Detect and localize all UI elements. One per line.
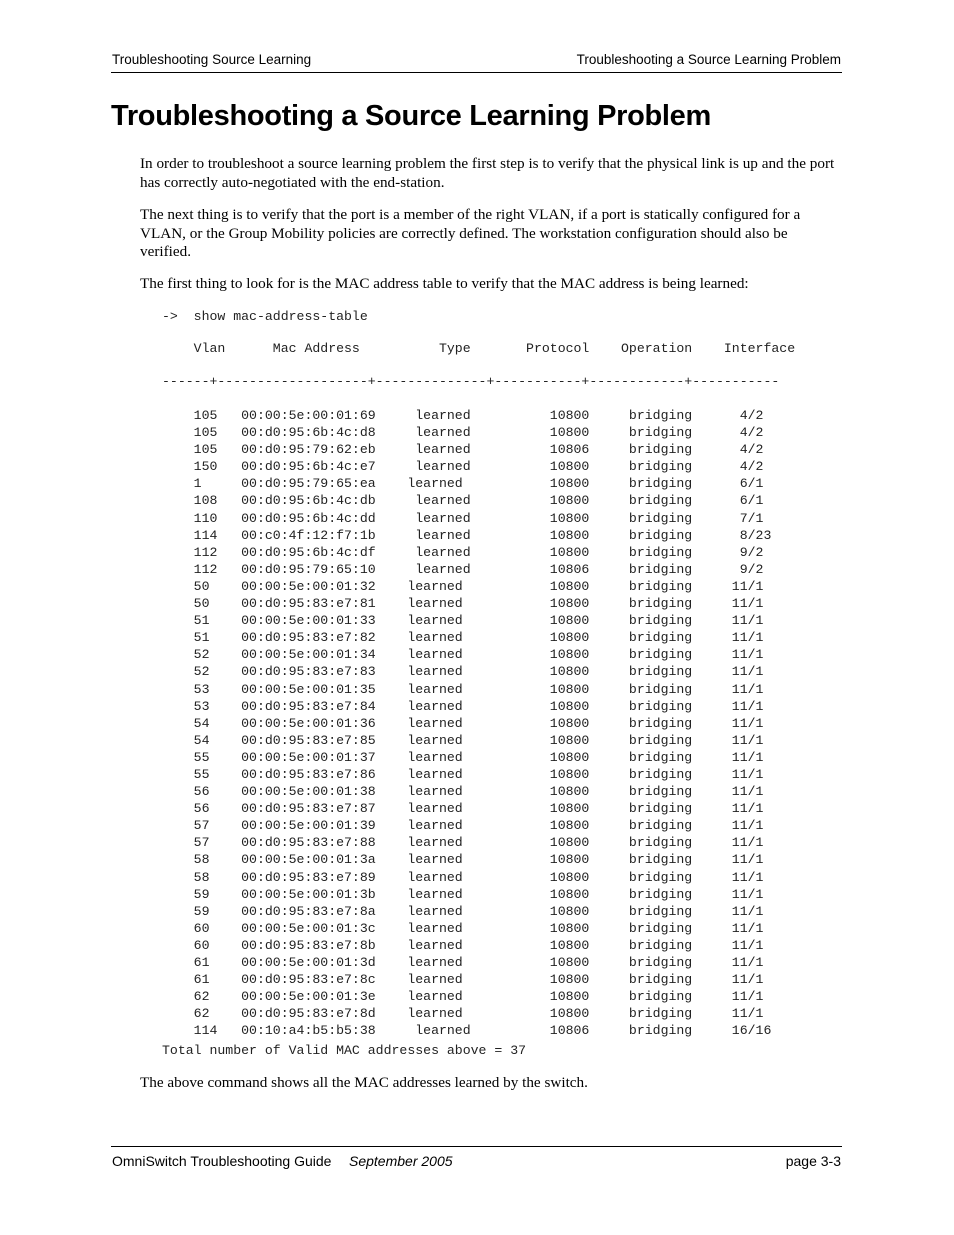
table-row: 60 00:d0:95:83:e7:8b learned 10800 bridging 11/1 [162, 937, 764, 953]
intro-paragraph: In order to troubleshoot a source learning problem the first step is to verify that the physical link is up and the port has correctly auto-negotiated with the end-station. [140, 155, 835, 191]
table-row: 50 00:00:5e:00:01:32 learned 10800 bridging 11/1 [162, 578, 764, 594]
table-row: 50 00:d0:95:83:e7:81 learned 10800 bridging 11/1 [162, 596, 764, 612]
cli-table-separator: ------+-------------------+--------------+-----------+------------+----------- [162, 374, 780, 389]
footer-page-number: page 3-3 [785, 1153, 841, 1169]
footer-guide-title: OmniSwitch Troubleshooting Guide [112, 1153, 332, 1169]
table-row: 53 00:d0:95:83:e7:84 learned 10800 bridging 11/1 [162, 698, 764, 714]
cli-table-header: Vlan Mac Address Type Protocol Operation Interface [162, 341, 796, 356]
closing-paragraph: The above command shows all the MAC addresses learned by the switch. [140, 1074, 588, 1091]
page-header [111, 50, 842, 73]
footer-date: September 2005 [349, 1153, 453, 1169]
header-section-title: Troubleshooting Source Learning [112, 52, 312, 67]
table-row: 150 00:d0:95:6b:4c:e7 learned 10800 bridging 4/2 [162, 459, 764, 475]
table-row: 112 00:d0:95:79:65:10 learned 10806 bridging 9/2 [162, 561, 764, 577]
table-row: 61 00:d0:95:83:e7:8c learned 10800 bridging 11/1 [162, 972, 764, 988]
vlan-paragraph: The next thing is to verify that the port is a member of the right VLAN, if a port is statically configured for a VLAN, or the Group Mobility policies are correctly defined. The workstation configuration should also be verified. [140, 206, 801, 261]
cli-command: -> show mac-address-table [162, 309, 368, 324]
table-row: 1 00:d0:95:79:65:ea learned 10800 bridging 6/1 [162, 476, 764, 492]
table-row: 53 00:00:5e:00:01:35 learned 10800 bridging 11/1 [162, 681, 764, 697]
table-row: 58 00:00:5e:00:01:3a learned 10800 bridging 11/1 [162, 852, 764, 868]
table-row: 52 00:d0:95:83:e7:83 learned 10800 bridging 11/1 [162, 664, 764, 680]
table-row: 105 00:00:5e:00:01:69 learned 10800 bridging 4/2 [162, 408, 764, 423]
table-row: 110 00:d0:95:6b:4c:dd learned 10800 bridging 7/1 [162, 510, 764, 526]
mac-table-paragraph: The first thing to look for is the MAC address table to verify that the MAC address is being learned: [140, 275, 749, 292]
table-row: 56 00:d0:95:83:e7:87 learned 10800 bridging 11/1 [162, 801, 764, 817]
table-row: 52 00:00:5e:00:01:34 learned 10800 bridging 11/1 [162, 647, 764, 663]
table-row: 54 00:d0:95:83:e7:85 learned 10800 bridging 11/1 [162, 732, 764, 748]
table-row: 59 00:d0:95:83:e7:8a learned 10800 bridging 11/1 [162, 903, 764, 919]
table-row: 62 00:d0:95:83:e7:8d learned 10800 bridging 11/1 [162, 1006, 764, 1022]
table-row: 57 00:d0:95:83:e7:88 learned 10800 bridging 11/1 [162, 835, 764, 851]
table-row: 62 00:00:5e:00:01:3e learned 10800 bridging 11/1 [162, 989, 764, 1005]
table-row: 108 00:d0:95:6b:4c:db learned 10800 bridging 6/1 [162, 493, 764, 509]
header-topic-title: Troubleshooting a Source Learning Problem [576, 52, 841, 67]
cli-total-line: Total number of Valid MAC addresses above = 37 [162, 1043, 527, 1058]
cli-table-rows [162, 407, 771, 1039]
table-row: 51 00:d0:95:83:e7:82 learned 10800 bridging 11/1 [162, 630, 764, 646]
table-row: 51 00:00:5e:00:01:33 learned 10800 bridging 11/1 [162, 613, 764, 629]
page-footer [111, 1146, 842, 1177]
table-row: 55 00:00:5e:00:01:37 learned 10800 bridging 11/1 [162, 749, 764, 765]
table-row: 114 00:c0:4f:12:f7:1b learned 10800 bridging 8/23 [162, 527, 772, 543]
table-row: 114 00:10:a4:b5:b5:38 learned 10806 bridging 16/16 [162, 1023, 772, 1039]
table-row: 61 00:00:5e:00:01:3d learned 10800 bridging 11/1 [162, 955, 764, 970]
table-row: 112 00:d0:95:6b:4c:df learned 10800 bridging 9/2 [162, 544, 764, 560]
table-row: 58 00:d0:95:83:e7:89 learned 10800 bridging 11/1 [162, 869, 764, 885]
table-row: 105 00:d0:95:79:62:eb learned 10806 bridging 4/2 [162, 442, 764, 458]
table-row: 59 00:00:5e:00:01:3b learned 10800 bridging 11/1 [162, 886, 764, 902]
table-row: 54 00:00:5e:00:01:36 learned 10800 bridging 11/1 [162, 715, 764, 731]
table-row: 60 00:00:5e:00:01:3c learned 10800 bridging 11/1 [162, 920, 764, 936]
table-row: 55 00:d0:95:83:e7:86 learned 10800 bridging 11/1 [162, 766, 764, 782]
table-row: 105 00:d0:95:6b:4c:d8 learned 10800 bridging 4/2 [162, 425, 764, 441]
table-row: 56 00:00:5e:00:01:38 learned 10800 bridging 11/1 [162, 784, 764, 800]
page-title: Troubleshooting a Source Learning Problem [111, 100, 711, 132]
table-row: 57 00:00:5e:00:01:39 learned 10800 bridging 11/1 [162, 818, 764, 834]
